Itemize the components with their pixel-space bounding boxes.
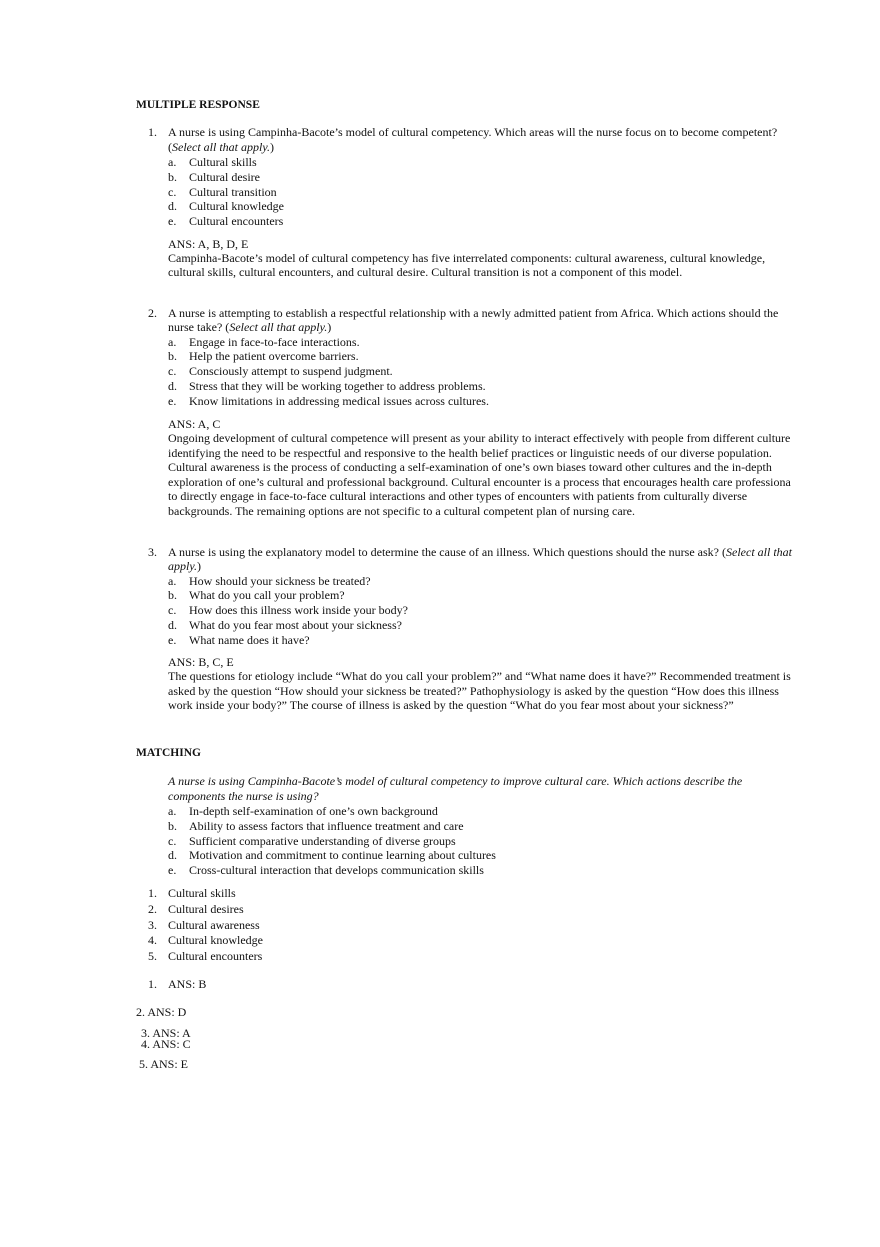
option-letter: e. <box>168 394 177 408</box>
answer-key: ANS: B, C, E <box>168 655 234 669</box>
matching-answer: ANS: B <box>168 977 207 991</box>
option-letter: a. <box>168 155 177 169</box>
option-text: What do you fear most about your sickness? <box>189 618 402 632</box>
option-text: Cross-cultural interaction that develops communication skills <box>189 863 484 877</box>
matching-answer-number: 1. <box>148 977 157 991</box>
option-text: In-depth self-examination of one’s own background <box>189 804 438 818</box>
explanation-line: Ongoing development of cultural competence will present as your ability to interact effectively with people from different culture <box>168 431 791 445</box>
matching-item-number: 3. <box>148 918 157 932</box>
option-letter: d. <box>168 618 177 632</box>
option-letter: a. <box>168 574 177 588</box>
option-text: How should your sickness be treated? <box>189 574 371 588</box>
question-text-line-2: (Select all that apply.) <box>168 140 274 154</box>
matching-item: Cultural awareness <box>168 918 260 932</box>
matching-item-number: 1. <box>148 886 157 900</box>
explanation-line: Campinha-Bacote’s model of cultural competency has five interrelated components: cultural awareness, cultural knowledge, <box>168 251 766 265</box>
section-heading-multiple-response: MULTIPLE RESPONSE <box>136 99 260 111</box>
matching-item: Cultural encounters <box>168 949 263 963</box>
option-text: Engage in face-to-face interactions. <box>189 335 360 349</box>
option-letter: e. <box>168 863 177 877</box>
question-text-line-2: nurse take? (Select all that apply.) <box>168 320 332 334</box>
explanation-line: work inside your body?” The course of illness is asked by the question “What do you fear most about your sickness?” <box>168 698 734 712</box>
option-text: Motivation and commitment to continue learning about cultures <box>189 848 496 862</box>
option-letter: e. <box>168 214 177 228</box>
option-text: Sufficient comparative understanding of diverse groups <box>189 834 456 848</box>
explanation-line: cultural skills, cultural encounters, and cultural desire. Cultural transition is not a component of this model. <box>168 265 683 279</box>
option-text: Help the patient overcome barriers. <box>189 349 359 363</box>
option-letter: b. <box>168 588 177 602</box>
matching-answer: 4. ANS: C <box>141 1037 191 1051</box>
option-text: Ability to assess factors that influence treatment and care <box>189 819 464 833</box>
option-text: What name does it have? <box>189 633 310 647</box>
option-text: Cultural transition <box>189 185 277 199</box>
question-text: A nurse is using the explanatory model to determine the cause of an illness. Which questions should the nurse ask? (Select all that <box>168 545 792 559</box>
option-text: Cultural skills <box>189 155 257 169</box>
question-text: A nurse is using Campinha-Bacote’s model of cultural competency. Which areas will the nurse focus on to become competent? <box>168 125 778 139</box>
explanation-line: backgrounds. The remaining options are not specific to a cultural competent plan of nursing care. <box>168 504 635 518</box>
matching-stem-line-2: components the nurse is using? <box>168 789 319 803</box>
explanation-line: The questions for etiology include “What do you call your problem?” and “What name does it have?” Recommended treatment is <box>168 669 791 683</box>
option-letter: d. <box>168 199 177 213</box>
matching-item: Cultural desires <box>168 902 244 916</box>
option-text: Consciously attempt to suspend judgment. <box>189 364 393 378</box>
option-letter: c. <box>168 364 177 378</box>
option-text: How does this illness work inside your body? <box>189 603 408 617</box>
matching-item: Cultural skills <box>168 886 236 900</box>
option-letter: c. <box>168 834 177 848</box>
explanation-line: exploration of one’s cultural and professional background. Cultural encounter is a process that encourages health care professiona <box>168 475 791 489</box>
matching-stem: A nurse is using Campinha-Bacote’s model of cultural competency to improve cultural care. Which actions describe the <box>168 774 743 788</box>
question-number: 2. <box>148 306 157 320</box>
option-text: Cultural encounters <box>189 214 284 228</box>
explanation-line: to directly engage in face-to-face cultural interactions and other types of encounters with patients from culturally diverse <box>168 489 748 503</box>
answer-key: ANS: A, C <box>168 417 221 431</box>
option-letter: d. <box>168 848 177 862</box>
option-letter: a. <box>168 804 177 818</box>
option-letter: c. <box>168 603 177 617</box>
question-text: A nurse is attempting to establish a respectful relationship with a newly admitted patient from Africa. Which actions should the <box>168 306 779 320</box>
matching-item-number: 4. <box>148 933 157 947</box>
matching-answer: 2. ANS: D <box>136 1005 187 1019</box>
option-text: Cultural knowledge <box>189 199 284 213</box>
option-text: Know limitations in addressing medical issues across cultures. <box>189 394 489 408</box>
option-letter: c. <box>168 185 177 199</box>
matching-item: Cultural knowledge <box>168 933 263 947</box>
explanation-line: Cultural awareness is the process of conducting a self-examination of one’s own biases toward other cultures and the in-depth <box>168 460 772 474</box>
option-letter: b. <box>168 819 177 833</box>
option-letter: d. <box>168 379 177 393</box>
option-letter: e. <box>168 633 177 647</box>
explanation-line: asked by the question “How should your sickness be treated?” Pathophysiology is asked by the question “How does this illness <box>168 684 779 698</box>
answer-key: ANS: A, B, D, E <box>168 237 249 251</box>
section-heading-matching: MATCHING <box>136 747 201 759</box>
matching-item-number: 2. <box>148 902 157 916</box>
matching-answer: 3. ANS: A <box>141 1026 191 1040</box>
option-letter: b. <box>168 170 177 184</box>
option-text: Cultural desire <box>189 170 260 184</box>
matching-answer: 5. ANS: E <box>139 1057 189 1071</box>
option-letter: a. <box>168 335 177 349</box>
option-text: What do you call your problem? <box>189 588 345 602</box>
option-letter: b. <box>168 349 177 363</box>
question-number: 1. <box>148 125 157 139</box>
question-text-line-2: apply.) <box>168 559 201 573</box>
explanation-line: identifying the need to be respectful and responsive to the health belief practices or linguistic needs of our diverse population. <box>168 446 772 460</box>
matching-item-number: 5. <box>148 949 157 963</box>
question-number: 3. <box>148 545 157 559</box>
option-text: Stress that they will be working together to address problems. <box>189 379 486 393</box>
